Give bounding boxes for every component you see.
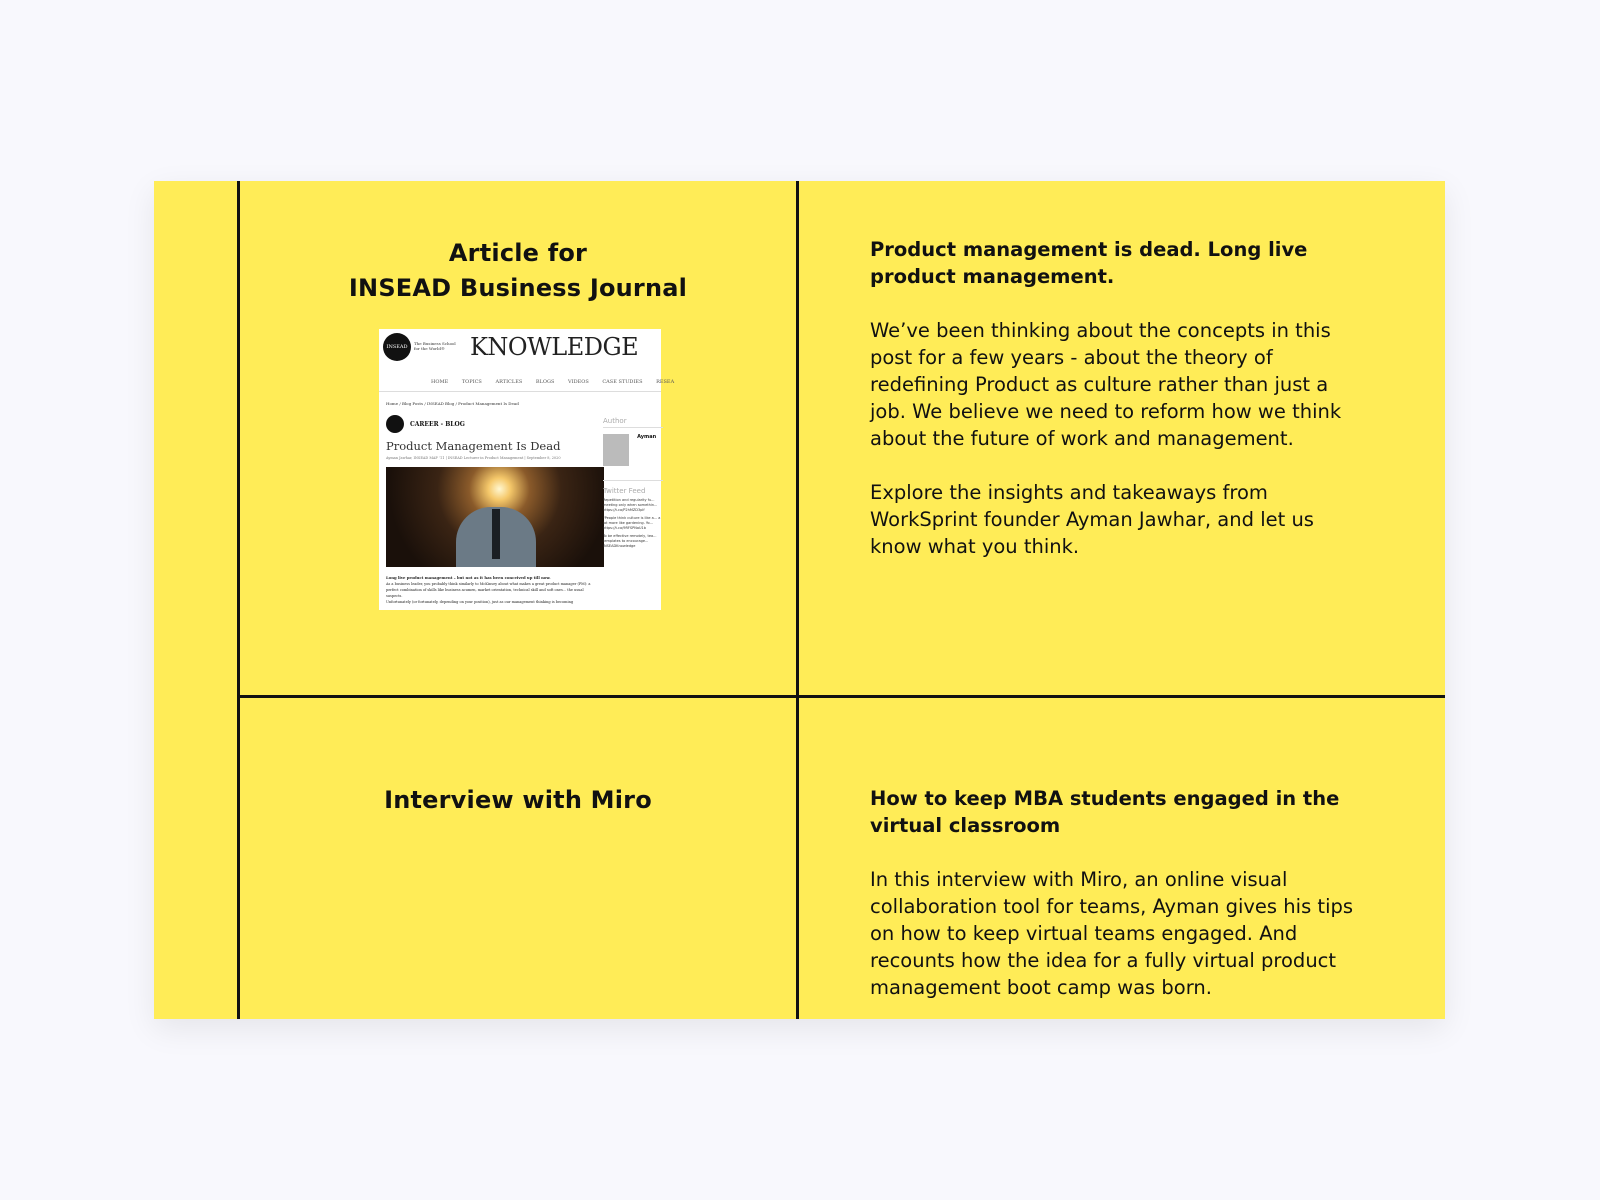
article-card-title	[240, 236, 796, 306]
nav-item: RESEA	[656, 379, 675, 385]
article-title-line1: Article for	[448, 239, 588, 267]
tweet: Repetition and regularity fu... meeting only when somethin... https://t.co/P2hMZD3plf	[603, 498, 658, 512]
content-card	[154, 181, 1445, 1019]
sidebar-twitter-heading: Twitter Feed	[603, 480, 663, 495]
interview-heading: How to keep MBA students engaged in the virtual classroom	[870, 787, 1340, 837]
author-name: Ayman	[637, 434, 657, 440]
site-nav	[431, 379, 686, 385]
insead-logo: INSEAD	[383, 333, 411, 361]
hero-image	[386, 467, 604, 567]
thumbnail-article-title: Product Management Is Dead	[386, 439, 561, 453]
nav-item: VIDEOS	[567, 379, 589, 385]
site-title: KNOWLEDGE	[470, 333, 639, 361]
nav-item: ARTICLES	[495, 379, 523, 385]
article-thumbnail[interactable]	[379, 329, 675, 610]
article-heading: Product management is dead. Long live product management.	[870, 238, 1308, 288]
body-text-2: Unfortunately (or fortunately, depending on your position), just as our management thinking is becoming	[386, 600, 574, 604]
nav-item: TOPICS	[461, 379, 482, 385]
article-paragraph-1: We’ve been thinking about the concepts in this post for a few years - about the theory of redefining Product as culture rather than just a job. We believe we need to reform how we think about the future of work and management.	[870, 319, 1342, 450]
center-divider	[796, 181, 799, 1019]
left-divider	[237, 181, 240, 1019]
nav-item: HOME	[431, 379, 449, 385]
article-lead	[386, 575, 596, 605]
byline: Ayman Jawhar, INSEAD MAP ’11 | INSEAD Lecturer in Product Management | September 8, 2020	[386, 456, 561, 460]
lead-text: Long live product management – but not as it has been conceived up till now.	[386, 575, 551, 580]
article-description	[870, 236, 1370, 587]
author-avatar	[603, 434, 629, 466]
interview-card-title: Interview with Miro	[384, 786, 652, 814]
nav-item: CASE STUDIES	[602, 379, 643, 385]
article-title-line2: INSEAD Business Journal	[348, 274, 688, 302]
interview-description	[870, 785, 1370, 1028]
interview-paragraph: In this interview with Miro, an online visual collaboration tool for teams, Ayman gives his tips on how to keep virtual teams engaged. And recounts how the idea for a fully virtual product management boot camp was born.	[870, 868, 1354, 999]
tweet: "People think culture is like a... a lot more like gardening. Yo... https://t.co/9RFSPNaU1b	[603, 516, 661, 530]
row-divider	[237, 695, 1445, 698]
sidebar-author-heading: Author	[603, 417, 663, 428]
thumbnail-sidebar	[603, 417, 663, 549]
tweet: To be effective remotely, tea... templates to encourage... INSEADKnowledge	[603, 534, 657, 548]
body-text: As a business leader, you probably think similarly to McKinsey about what makes a great product manager (PM): a perfect combination of skills like business acumen, market orientation, technical skill and soft ones... the usual suspects.	[386, 582, 591, 598]
hero-tie	[492, 509, 500, 559]
briefcase-icon	[386, 415, 404, 433]
article-paragraph-2: Explore the insights and takeaways from WorkSprint founder Ayman Jawhar, and let us know what you think.	[870, 481, 1314, 558]
nav-item: BLOGS	[535, 379, 555, 385]
breadcrumb: Home / Blog Posts / INSEAD Blog / Product Management Is Dead	[386, 401, 519, 406]
nav-divider	[379, 391, 661, 392]
logo-tagline: The Business School for the World®	[414, 341, 456, 351]
category-label: CAREER - BLOG	[410, 421, 465, 428]
